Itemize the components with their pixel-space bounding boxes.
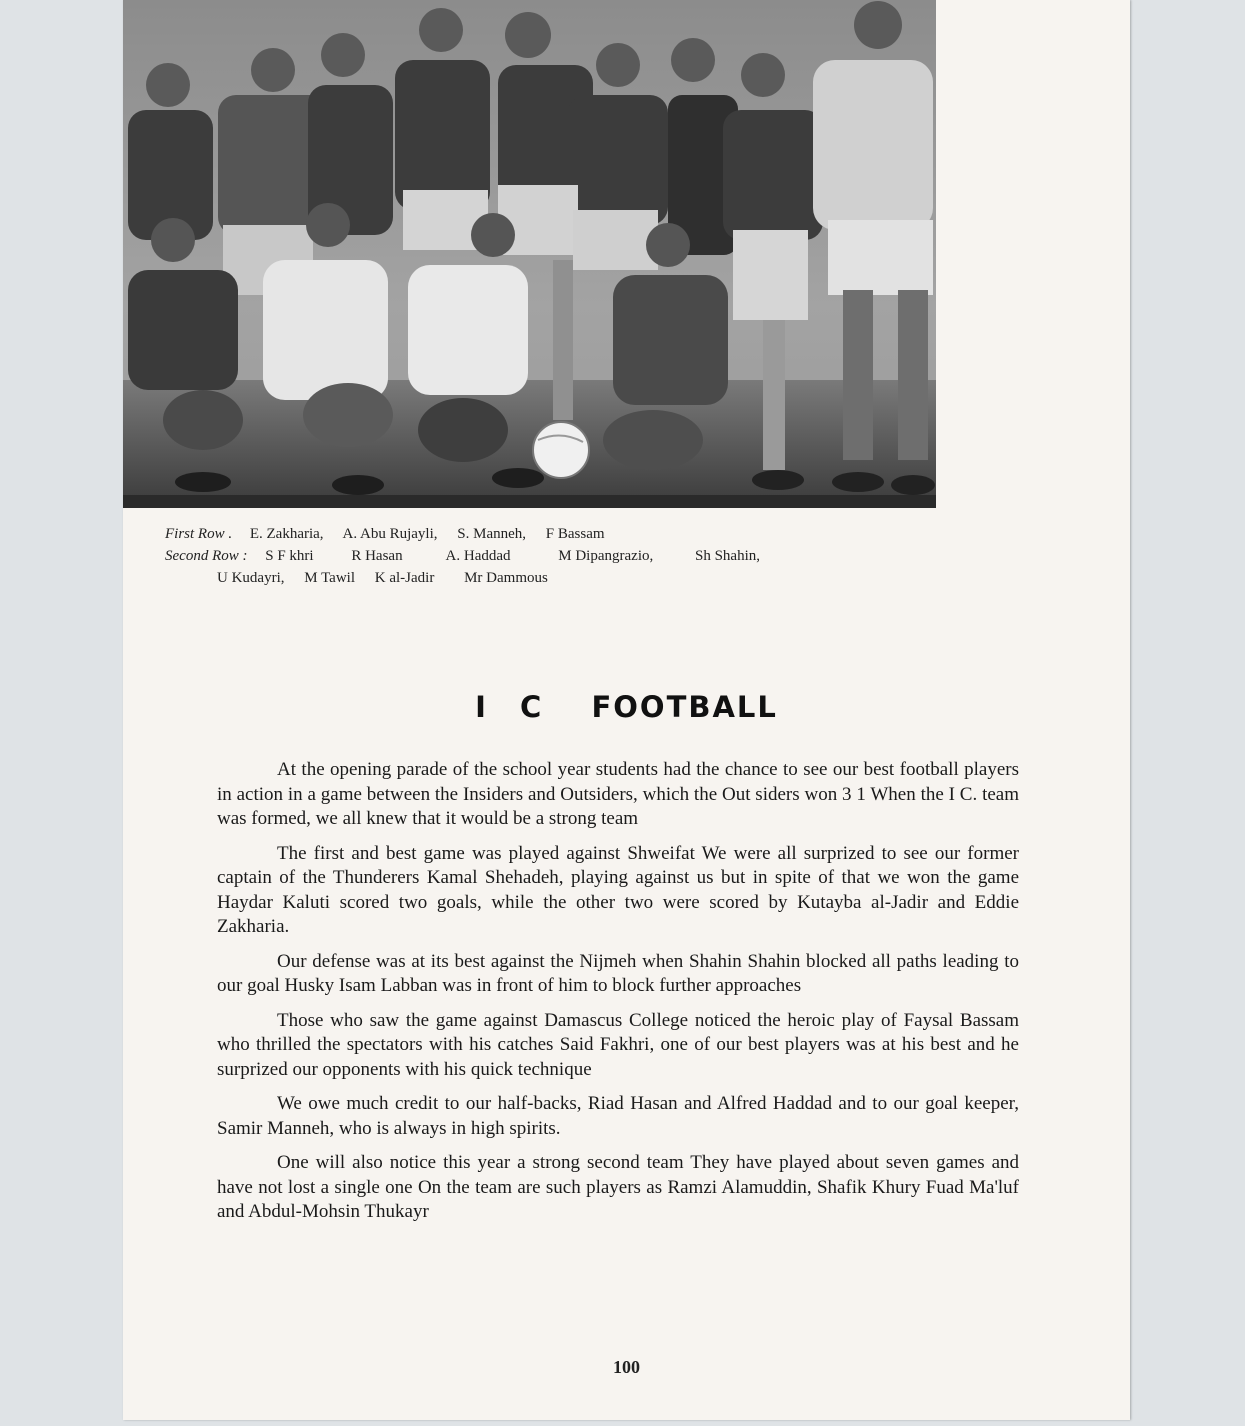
- photo-caption: [165, 523, 925, 589]
- first-row-label: First Row .: [165, 526, 233, 542]
- paragraph: The first and best game was played against Shweifat We were all surprized to see our former captain of the Thunderers Kamal Shehadeh, playing against us but in spite of that we won the game Haydar Kaluti scored two goals, while the other two were scored by Kutayba al-Jadir and Eddie Zakharia.: [217, 842, 1019, 937]
- caption-second-row: [165, 545, 925, 567]
- document-page: [123, 0, 1130, 1420]
- paragraph: One will also notice this year a strong second team They have played about seven games and have not lost a single one On the team are such players as Ramzi Alamuddin, Shafik Khury Fuad Ma'luf and Abdul-Mohsin Thukayr: [217, 1152, 1019, 1222]
- caption-third-row: [165, 567, 925, 589]
- caption-name: Mr Dammous: [464, 570, 548, 586]
- caption-name: K al-Jadir: [374, 570, 435, 586]
- caption-name: A. Abu Rujayli,: [342, 526, 438, 542]
- title-part: I: [475, 690, 488, 724]
- caption-name: U Kudayri,: [217, 570, 285, 586]
- caption-name: Sh Shahin,: [695, 548, 761, 564]
- caption-name: A. Haddad: [445, 548, 511, 564]
- caption-first-row: [165, 523, 925, 545]
- caption-name: M Dipangrazio,: [558, 548, 654, 564]
- caption-name: R Hasan: [351, 548, 403, 564]
- paragraph: Those who saw the game against Damascus College noticed the heroic play of Faysal Bassam who thrilled the spectators with his catches Said Fakhri, one of our best players was at his best and he surprized our opponents with his quick technique: [217, 1009, 1019, 1080]
- page-number: 100: [613, 1357, 640, 1377]
- caption-name: S. Manneh,: [457, 526, 527, 542]
- team-photo-icon: [123, 0, 936, 508]
- caption-name: E. Zakharia,: [249, 526, 324, 542]
- paragraph: Our defense was at its best against the Nijmeh when Shahin Shahin blocked all paths leading to our goal Husky Isam Labban was in front of him to block further approaches: [217, 950, 1019, 996]
- title-part: FOOTBALL: [591, 690, 778, 724]
- caption-name: F Bassam: [545, 526, 605, 542]
- paragraph: At the opening parade of the school year students had the chance to see our best football players in action in a game between the Insiders and Outsiders, which the Out siders won 3 1 When the I C. team was formed, we all knew that it would be a strong team: [217, 759, 1019, 829]
- caption-name: M Tawil: [304, 570, 356, 586]
- page-title: [123, 690, 1130, 724]
- caption-name: S F khri: [265, 548, 314, 564]
- paragraph: We owe much credit to our half-backs, Riad Hasan and Alfred Haddad and to our goal keeper, Samir Manneh, who is always in high spirits.: [217, 1093, 1019, 1139]
- second-row-label: Second Row :: [165, 548, 248, 564]
- team-photo: [123, 0, 936, 508]
- article-body: [217, 758, 1019, 1235]
- title-part: C: [520, 690, 544, 724]
